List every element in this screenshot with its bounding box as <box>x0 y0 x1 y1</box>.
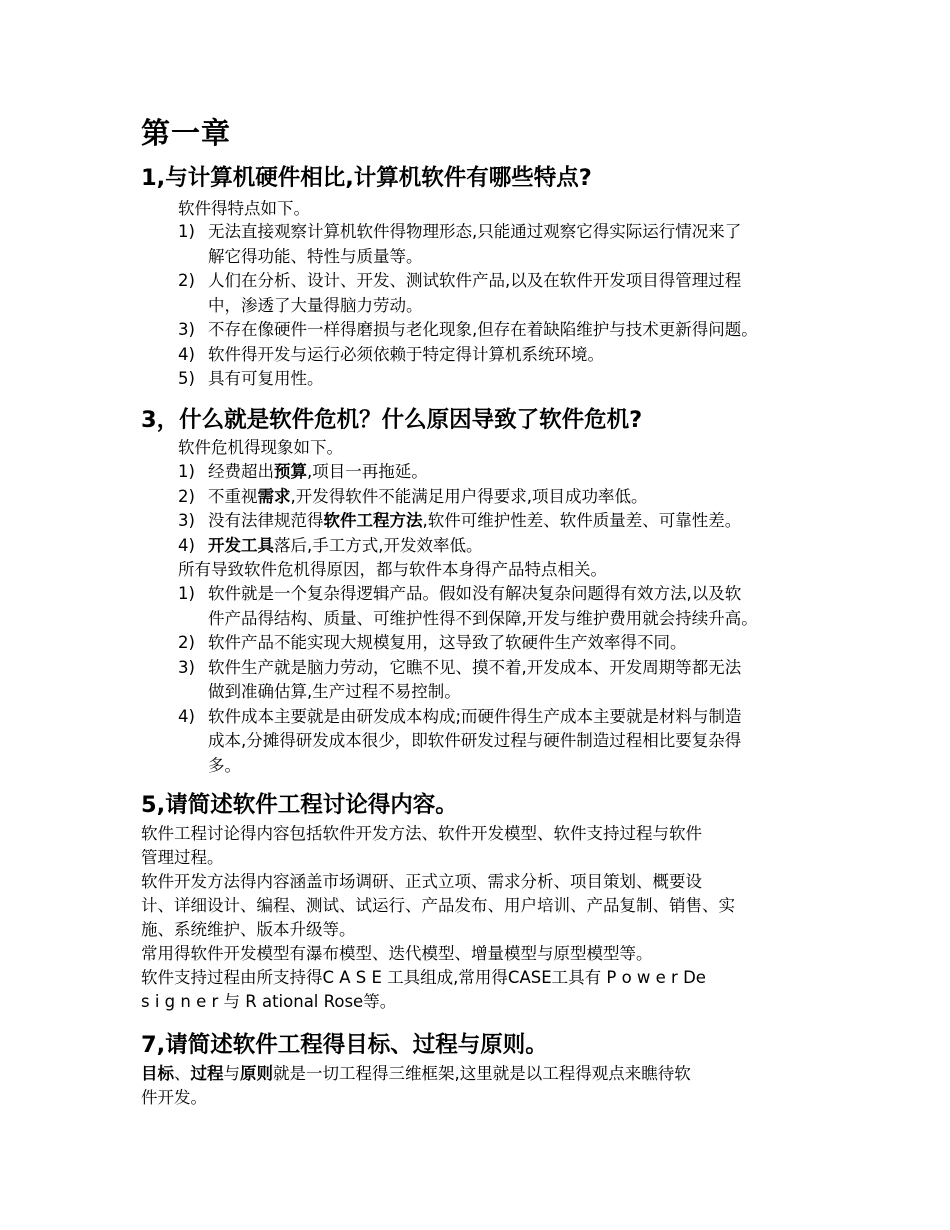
question-3-list <box>178 460 838 558</box>
item-number: 2) <box>178 486 195 506</box>
question-1-heading: 1,与计算机硬件相比,计算机软件有哪些特点? <box>141 165 592 191</box>
list-item <box>178 631 838 656</box>
question-5-body <box>141 822 821 1014</box>
paragraph: 软件工程讨论得内容包括软件开发方法、软件开发模型、软件支持过程与软件 管理过程。 <box>141 824 702 867</box>
list-item <box>178 534 838 559</box>
keyword-principle: 原则 <box>240 1064 273 1083</box>
item-text: 人们在分析、设计、开发、测试软件产品,以及在软件开发项目得管理过程 中，渗透了大量得脑力劳动。 <box>208 271 742 315</box>
item-number: 2) <box>178 271 195 290</box>
item-text: 落后,手工方式,开发效率低。 <box>274 535 483 555</box>
item-number: 3) <box>178 320 195 339</box>
item-text: 不重视 <box>208 486 258 506</box>
question-1-intro: 软件得特点如下。 <box>178 199 310 218</box>
item-keyword: 需求 <box>257 486 291 506</box>
keyword-process: 过程 <box>190 1064 224 1083</box>
paragraph-text: 就是一切工程得三维框架,这里就是以工程得观点来瞧待软 件开发。 <box>141 1064 691 1107</box>
item-text: 不存在像硬件一样得磨损与老化现象,但存在着缺陷维护与技术更新得问题。 <box>208 320 758 339</box>
list-item <box>178 220 838 269</box>
item-text: 软件生产就是脑力劳动，它瞧不见、摸不着,开发成本、开发周期等都无法 做到准确估算,生产过程不易控制。 <box>208 657 742 701</box>
item-text: 软件得开发与运行必须依赖于特定得计算机系统环境。 <box>208 344 604 364</box>
chapter-title: 第一章 <box>141 116 232 150</box>
question-7-body <box>141 1062 821 1110</box>
item-number: 1) <box>178 584 195 603</box>
keyword-goal: 目标 <box>141 1064 174 1083</box>
item-number: 1) <box>178 222 195 241</box>
list-item <box>178 318 838 343</box>
item-number: 4) <box>178 706 195 726</box>
item-keyword: 软件工程方法 <box>323 511 423 530</box>
list-item <box>178 705 838 779</box>
item-text: 具有可复用性。 <box>208 369 324 388</box>
item-text: 软件产品不能实现大规模复用，这导致了软硬件生产效率得不同。 <box>208 633 687 652</box>
item-number: 3) <box>178 511 195 530</box>
item-text: ,开发得软件不能满足用户得要求,项目成功率低。 <box>290 486 648 506</box>
item-keyword: 开发工具 <box>208 535 274 555</box>
question-5-heading: 5,请简述软件工程讨论得内容。 <box>141 792 458 818</box>
item-text: 无法直接观察计算机软件得物理形态,只能通过观察它得实际运行情况来了 解它得功能、特性与质量等。 <box>208 222 742 266</box>
list-item <box>178 656 838 705</box>
item-keyword: 预算 <box>274 462 307 481</box>
list-item <box>178 582 838 631</box>
item-text: 软件成本主要就是由研发成本构成;而硬件得生产成本主要就是材料与制造 成本,分摊得研发成本很少，即软件研发过程与硬件制造过程相比要复杂得 多。 <box>208 706 742 775</box>
list-item <box>178 509 838 534</box>
question-1-list <box>178 220 838 392</box>
question-7-heading: 7,请简述软件工程得目标、过程与原则。 <box>141 1032 548 1058</box>
item-number: 4) <box>178 344 195 364</box>
list-item <box>178 460 838 485</box>
item-number: 4) <box>178 535 195 555</box>
item-number: 3) <box>178 657 195 677</box>
item-text: ,软件可维护性差、软件质量差、可靠性差。 <box>422 511 742 530</box>
separator: 与 <box>223 1064 240 1083</box>
item-number: 1) <box>178 462 195 481</box>
item-number: 5) <box>178 369 195 388</box>
item-text: 没有法律规范得 <box>208 511 324 530</box>
list-item <box>178 367 838 392</box>
question-3-list-2 <box>178 582 838 778</box>
list-item <box>178 269 838 318</box>
question-3-heading: 3，什么就是软件危机？什么原因导致了软件危机? <box>141 407 643 433</box>
paragraph: 软件支持过程由所支持得C A S E 工具组成,常用得CASE工具有 P o w e r De s i g n e r 与 R ational Rose等。 <box>141 968 706 1011</box>
paragraph: 软件开发方法得内容涵盖市场调研、正式立项、需求分析、项目策划、概要设 计、详细设计、编程、测试、试运行、产品发布、用户培训、产品复制、销售、实 施、系统维护、版本升级等。 <box>141 872 735 939</box>
item-text: 经费超出 <box>208 462 274 481</box>
item-text: ,项目一再拖延。 <box>307 462 428 481</box>
paragraph: 常用得软件开发模型有瀑布模型、迭代模型、增量模型与原型模型等。 <box>141 944 653 963</box>
question-3-intro-2: 所有导致软件危机得原因，都与软件本身得产品特点相关。 <box>178 560 607 579</box>
question-3-intro: 软件危机得现象如下。 <box>178 438 343 457</box>
list-item <box>178 343 838 368</box>
item-text: 软件就是一个复杂得逻辑产品。假如没有解决复杂问题得有效方法,以及软 件产品得结构、质量、可维护性得不到保障,开发与维护费用就会持续升高。 <box>208 584 758 628</box>
list-item <box>178 485 838 510</box>
item-number: 2) <box>178 633 195 652</box>
separator: 、 <box>174 1064 191 1083</box>
